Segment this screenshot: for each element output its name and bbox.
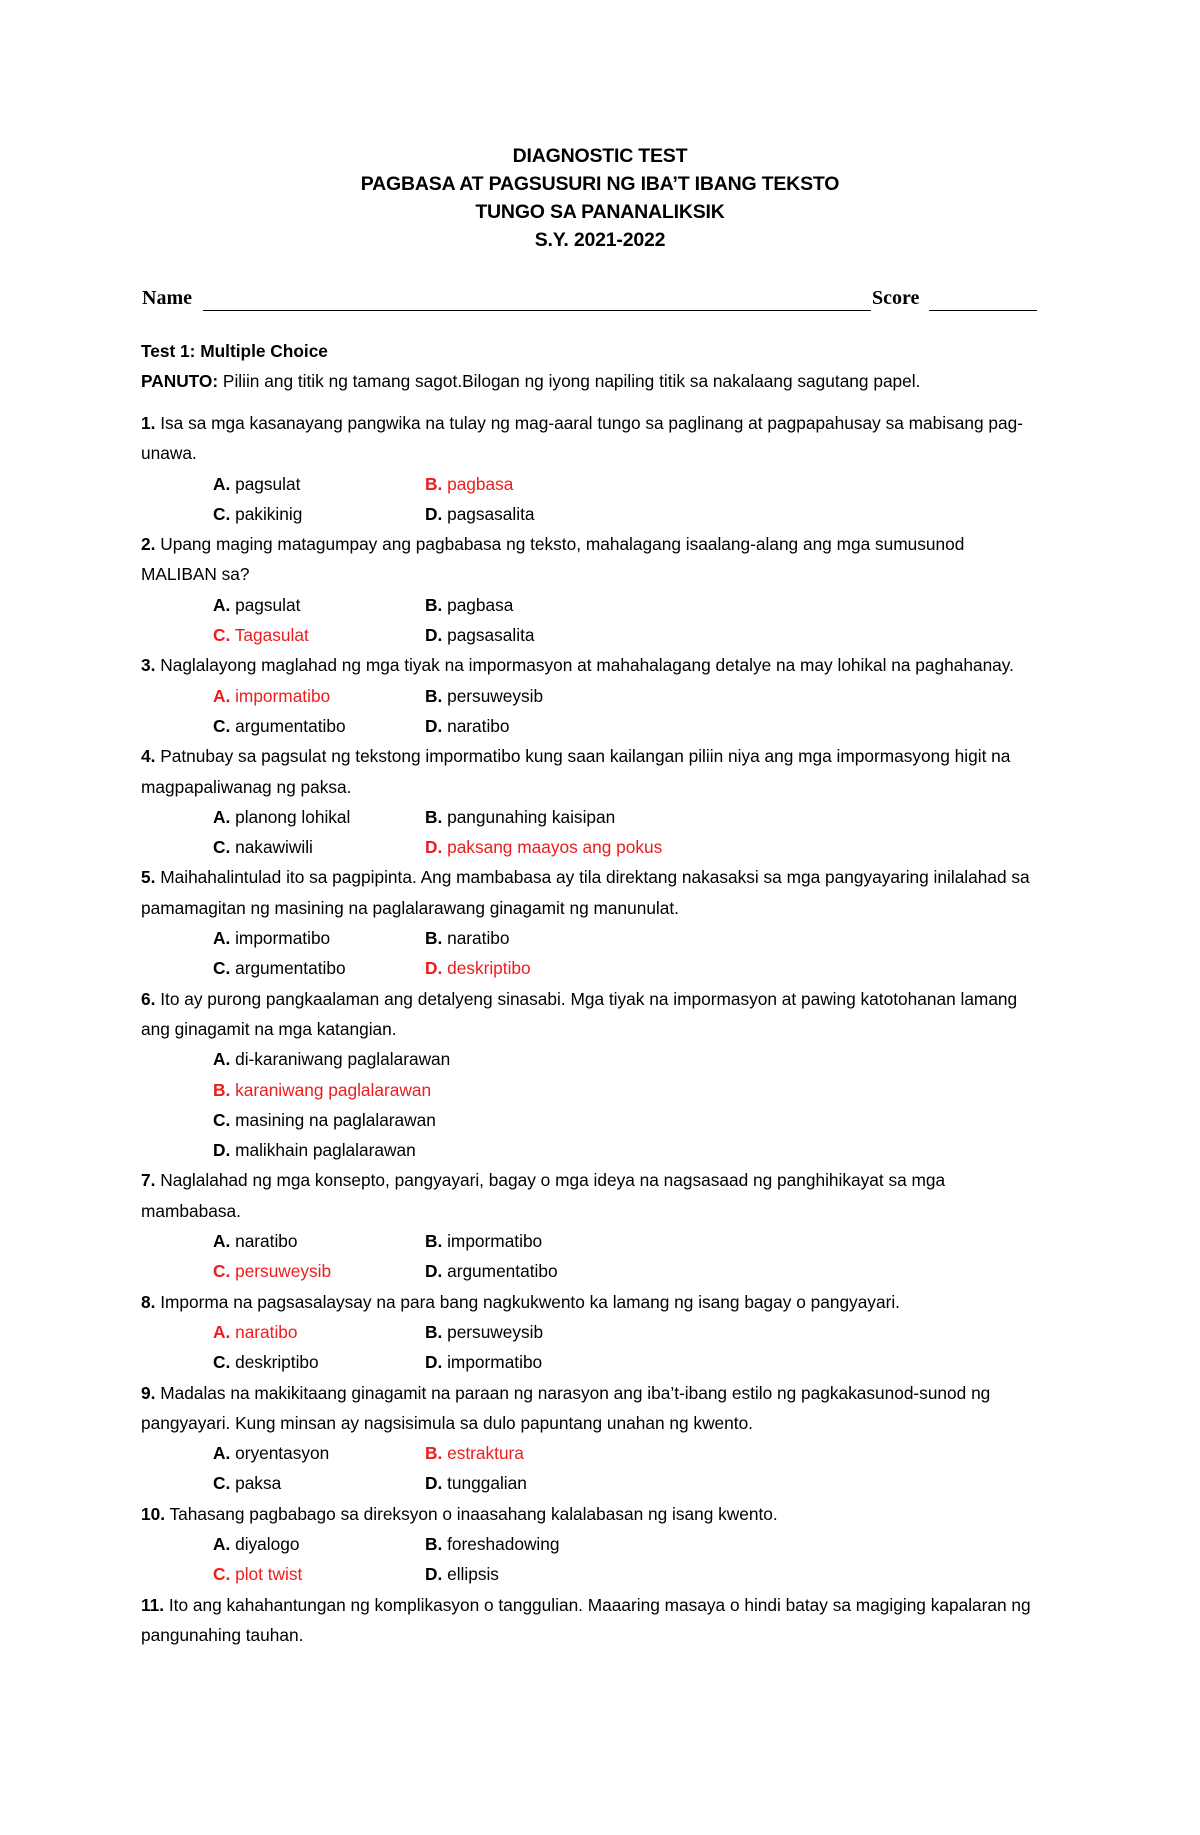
option-letter: B.: [425, 1231, 443, 1252]
option-letter: B.: [213, 1079, 231, 1100]
question-number: 3.: [141, 655, 156, 676]
question-text: [141, 1378, 1041, 1439]
option-letter: A.: [213, 1049, 231, 1070]
instruction-text: Piliin ang titik ng tamang sagot.Bilogan ng iyong napiling titik sa nakalaang sagutang papel.: [218, 371, 921, 391]
answer-option-correct[interactable]: [213, 1317, 425, 1347]
option-text: pagbasa: [442, 594, 514, 615]
option-letter: B.: [425, 1321, 443, 1342]
option-text: naratibo: [230, 1231, 298, 1252]
header-school-year: S.Y. 2021-2022: [534, 229, 666, 251]
question-body: Tahasang pagbabago sa direksyon o inaasahang kalalabasan ng isang kwento.: [165, 1503, 778, 1524]
option-row: [213, 1559, 1041, 1589]
option-row: [213, 1529, 1041, 1559]
header-subject-line2: TUNGO SA PANANALIKSIK: [475, 201, 725, 223]
option-text: planong lohikal: [230, 806, 351, 827]
option-text: di-karaniwang paglalarawan: [230, 1049, 451, 1070]
option-group: [213, 590, 1041, 651]
option-letter: C.: [213, 958, 231, 979]
option-letter: D.: [425, 503, 443, 524]
question-text: [141, 408, 1041, 469]
question-text: [141, 1287, 1041, 1317]
question-body: Ito ang kahahantungan ng komplikasyon o tanggulian. Maaaring masaya o hindi batay sa magiging kapalaran ng pangunahing tauhan.: [141, 1594, 1031, 1645]
option-letter: D.: [425, 715, 443, 736]
option-text: masining na paglalarawan: [230, 1109, 436, 1130]
option-text: oryentasyon: [230, 1443, 330, 1464]
answer-option-correct[interactable]: [425, 1438, 637, 1468]
option-letter: A.: [213, 594, 231, 615]
question-number: 5.: [141, 867, 156, 888]
test-content: [141, 336, 1041, 1650]
option-row: [213, 1256, 1041, 1286]
answer-option[interactable]: [213, 711, 425, 741]
option-letter: B.: [425, 1533, 443, 1554]
option-letter: B.: [425, 806, 443, 827]
answer-option-correct[interactable]: [213, 1075, 431, 1105]
option-text: pagbasa: [442, 473, 514, 494]
option-letter: A.: [213, 806, 231, 827]
answer-option[interactable]: [425, 620, 637, 650]
option-row: [213, 681, 1041, 711]
option-row: [213, 1044, 1041, 1074]
answer-option[interactable]: [425, 711, 637, 741]
option-row: [213, 953, 1041, 983]
question-item: [141, 741, 1041, 862]
option-text: nakawiwili: [230, 837, 313, 858]
answer-option[interactable]: [213, 832, 425, 862]
option-text: argumentatibo: [230, 958, 346, 979]
answer-option[interactable]: [425, 681, 637, 711]
option-row: [213, 1438, 1041, 1468]
option-letter: C.: [213, 1261, 231, 1282]
option-group: [213, 923, 1041, 984]
option-letter: D.: [425, 837, 443, 858]
question-body: Maihahalintulad ito sa pagpipinta. Ang mambabasa ay tila direktang nakasaksi sa mga pangyayaring inilalahad sa pamamagitan ng masining na paglalarawang ginagamit ng manunulat.: [141, 867, 1030, 918]
instruction-label: PANUTO:: [141, 371, 219, 391]
option-text: naratibo: [442, 715, 510, 736]
name-label: Name: [142, 287, 192, 309]
option-row: [213, 1317, 1041, 1347]
option-text: ellipsis: [442, 1564, 499, 1585]
option-text: Tagasulat: [230, 625, 309, 646]
option-letter: A.: [213, 1321, 231, 1342]
question-number: 8.: [141, 1291, 156, 1312]
option-text: malikhain paglalarawan: [230, 1140, 416, 1161]
answer-option[interactable]: [213, 1529, 425, 1559]
option-text: impormatibo: [230, 685, 331, 706]
option-letter: C.: [213, 503, 231, 524]
option-text: persuweysib: [442, 1321, 544, 1342]
option-text: paksa: [230, 1473, 282, 1494]
question-item: [141, 408, 1041, 529]
option-row: [213, 711, 1041, 741]
answer-option[interactable]: [213, 953, 425, 983]
option-row: [213, 1468, 1041, 1498]
answer-option[interactable]: [213, 923, 425, 953]
option-text: impormatibo: [442, 1352, 543, 1373]
question-number: 4.: [141, 746, 156, 767]
option-group: [213, 681, 1041, 742]
question-number: 7.: [141, 1170, 156, 1191]
option-group: [213, 1226, 1041, 1287]
option-text: diyalogo: [230, 1533, 300, 1554]
option-text: estraktura: [442, 1443, 524, 1464]
option-letter: D.: [213, 1140, 231, 1161]
option-text: pagsulat: [230, 594, 301, 615]
question-text: [141, 741, 1041, 802]
option-row: [213, 1347, 1041, 1377]
answer-option-correct[interactable]: [425, 832, 663, 862]
question-number: 1.: [141, 413, 156, 433]
answer-option[interactable]: [213, 1226, 425, 1256]
question-text: [141, 529, 1041, 590]
option-text: deskriptibo: [442, 958, 531, 979]
option-row: [213, 590, 1041, 620]
question-item: [141, 650, 1041, 741]
option-text: tunggalian: [442, 1473, 527, 1494]
answer-option-correct[interactable]: [213, 1256, 425, 1286]
option-group: [213, 1317, 1041, 1378]
option-letter: C.: [213, 1109, 231, 1130]
option-text: naratibo: [442, 928, 510, 949]
answer-option[interactable]: [425, 1317, 637, 1347]
option-text: argumentatibo: [230, 715, 346, 736]
answer-option[interactable]: [425, 1256, 637, 1286]
option-text: argumentatibo: [442, 1261, 558, 1282]
option-letter: C.: [213, 837, 231, 858]
option-text: pagsasalita: [442, 625, 535, 646]
option-row: [213, 1226, 1041, 1256]
option-letter: C.: [213, 1564, 231, 1585]
question-item: [141, 1287, 1041, 1378]
question-number: 6.: [141, 988, 156, 1009]
answer-option-correct[interactable]: [213, 620, 425, 650]
option-row: [213, 802, 1041, 832]
header-title: DIAGNOSTIC TEST: [512, 145, 688, 167]
option-letter: C.: [213, 625, 231, 646]
answer-option[interactable]: [213, 469, 425, 499]
question-text: [141, 1590, 1041, 1651]
option-letter: A.: [213, 685, 231, 706]
option-text: impormatibo: [442, 1231, 543, 1252]
option-letter: A.: [213, 473, 231, 494]
answer-option[interactable]: [425, 923, 637, 953]
option-text: pangunahing kaisipan: [442, 806, 616, 827]
option-row: [213, 832, 1041, 862]
answer-option[interactable]: [213, 1135, 416, 1165]
answer-option[interactable]: [425, 802, 637, 832]
answer-option[interactable]: [425, 1559, 637, 1589]
answer-option[interactable]: [213, 590, 425, 620]
option-text: deskriptibo: [230, 1352, 319, 1373]
option-text: plot twist: [230, 1564, 303, 1585]
option-group: [213, 1529, 1041, 1590]
option-text: persuweysib: [230, 1261, 332, 1282]
answer-option[interactable]: [213, 1468, 425, 1498]
answer-option[interactable]: [213, 1105, 436, 1135]
option-letter: D.: [425, 958, 443, 979]
option-letter: C.: [213, 715, 231, 736]
option-row: [213, 499, 1041, 529]
answer-option[interactable]: [213, 1438, 425, 1468]
question-text: [141, 862, 1041, 923]
question-number: 10.: [141, 1503, 166, 1524]
option-letter: C.: [213, 1352, 231, 1373]
option-letter: A.: [213, 928, 231, 949]
question-text: [141, 1499, 1041, 1529]
question-number: 9.: [141, 1382, 156, 1403]
option-text: paksang maayos ang pokus: [442, 837, 663, 858]
option-row: [213, 1105, 1041, 1135]
name-score-row: [142, 287, 1037, 317]
answer-option-correct[interactable]: [425, 953, 637, 983]
option-letter: D.: [425, 1352, 443, 1373]
answer-option[interactable]: [425, 1529, 637, 1559]
answer-option[interactable]: [213, 499, 425, 529]
question-body: Imporma na pagsasalaysay na para bang nagkukwento ka lamang ng isang bagay o pangyayari.: [155, 1291, 900, 1312]
question-body: Ito ay purong pangkaalaman ang detalyeng sinasabi. Mga tiyak na impormasyon at pawing katotohanan lamang ang ginagamit na mga katangian.: [141, 988, 1018, 1039]
answer-option[interactable]: [213, 802, 425, 832]
option-group: [213, 469, 1041, 530]
option-letter: B.: [425, 473, 443, 494]
option-text: impormatibo: [230, 928, 331, 949]
question-item: [141, 529, 1041, 650]
option-row: [213, 923, 1041, 953]
option-letter: D.: [425, 625, 443, 646]
document-header: [0, 142, 1200, 254]
option-letter: B.: [425, 594, 443, 615]
option-letter: A.: [213, 1533, 231, 1554]
option-text: foreshadowing: [442, 1533, 560, 1554]
question-body: Naglalayong maglahad ng mga tiyak na impormasyon at mahahalagang detalye na may lohikal na paghahanay.: [155, 655, 1014, 676]
option-text: naratibo: [230, 1321, 298, 1342]
answer-option[interactable]: [425, 499, 637, 529]
option-letter: C.: [213, 1473, 231, 1494]
answer-option-correct[interactable]: [425, 469, 637, 499]
option-letter: D.: [425, 1261, 443, 1282]
question-item: [141, 1378, 1041, 1499]
option-group: [213, 802, 1041, 863]
option-row: [213, 1075, 1041, 1105]
option-letter: B.: [425, 928, 443, 949]
score-blank-line[interactable]: [929, 310, 1037, 311]
option-row: [213, 620, 1041, 650]
question-item: [141, 1499, 1041, 1590]
question-body: Naglalahad ng mga konsepto, pangyayari, bagay o mga ideya na nagsasaad ng panghihikayat sa mga mambabasa.: [141, 1170, 946, 1221]
option-letter: B.: [425, 1443, 443, 1464]
option-letter: D.: [425, 1473, 443, 1494]
answer-option-correct[interactable]: [213, 1559, 425, 1589]
option-group: [213, 1438, 1041, 1499]
question-text: [141, 1165, 1041, 1226]
instruction: [141, 366, 1041, 396]
answer-option[interactable]: [425, 1226, 637, 1256]
answer-option[interactable]: [425, 590, 637, 620]
answer-option[interactable]: [213, 1044, 450, 1074]
test-title: Test 1: Multiple Choice: [141, 341, 328, 361]
option-row: [213, 1135, 1041, 1165]
option-letter: B.: [425, 685, 443, 706]
option-text: persuweysib: [442, 685, 544, 706]
answer-option[interactable]: [213, 1347, 425, 1377]
answer-option[interactable]: [425, 1468, 637, 1498]
option-letter: D.: [425, 1564, 443, 1585]
question-text: [141, 650, 1041, 680]
score-label: Score: [872, 287, 920, 309]
option-text: pagsulat: [230, 473, 301, 494]
question-body: Upang maging matagumpay ang pagbabasa ng teksto, mahalagang isaalang-alang ang mga sumusunod MALIBAN sa?: [141, 534, 965, 585]
question-body: Patnubay sa pagsulat ng tekstong impormatibo kung saan kailangan piliin niya ang mga impormasyong higit na magpapaliwanag ng paksa.: [141, 746, 1011, 797]
question-list: [141, 408, 1041, 1650]
question-body: Isa sa mga kasanayang pangwika na tulay ng mag-aaral tungo sa paglinang at pagpapahusay sa mabisang pag-unawa.: [141, 413, 1023, 464]
question-number: 2.: [141, 534, 156, 555]
header-subject: PAGBASA AT PAGSUSURI NG IBA’T IBANG TEKSTO: [360, 173, 840, 195]
question-item: [141, 1165, 1041, 1286]
question-body: Madalas na makikitaang ginagamit na paraan ng narasyon ang iba’t-ibang estilo ng pagkakasunod-sunod ng pangyayari. Kung minsan ay nagsisimula sa dulo papuntang unahan ng kwento.: [141, 1382, 991, 1433]
option-letter: A.: [213, 1443, 231, 1464]
answer-option-correct[interactable]: [213, 681, 425, 711]
answer-option[interactable]: [425, 1347, 637, 1377]
option-text: pagsasalita: [442, 503, 535, 524]
option-letter: A.: [213, 1231, 231, 1252]
option-group: [213, 1044, 1041, 1165]
question-item: [141, 862, 1041, 983]
name-blank-line[interactable]: [203, 310, 871, 311]
option-text: karaniwang paglalarawan: [230, 1079, 432, 1100]
option-text: pakikinig: [230, 503, 303, 524]
question-text: [141, 984, 1041, 1045]
option-row: [213, 469, 1041, 499]
question-number: 11.: [141, 1594, 165, 1615]
question-item: [141, 984, 1041, 1166]
question-item: [141, 1590, 1041, 1651]
